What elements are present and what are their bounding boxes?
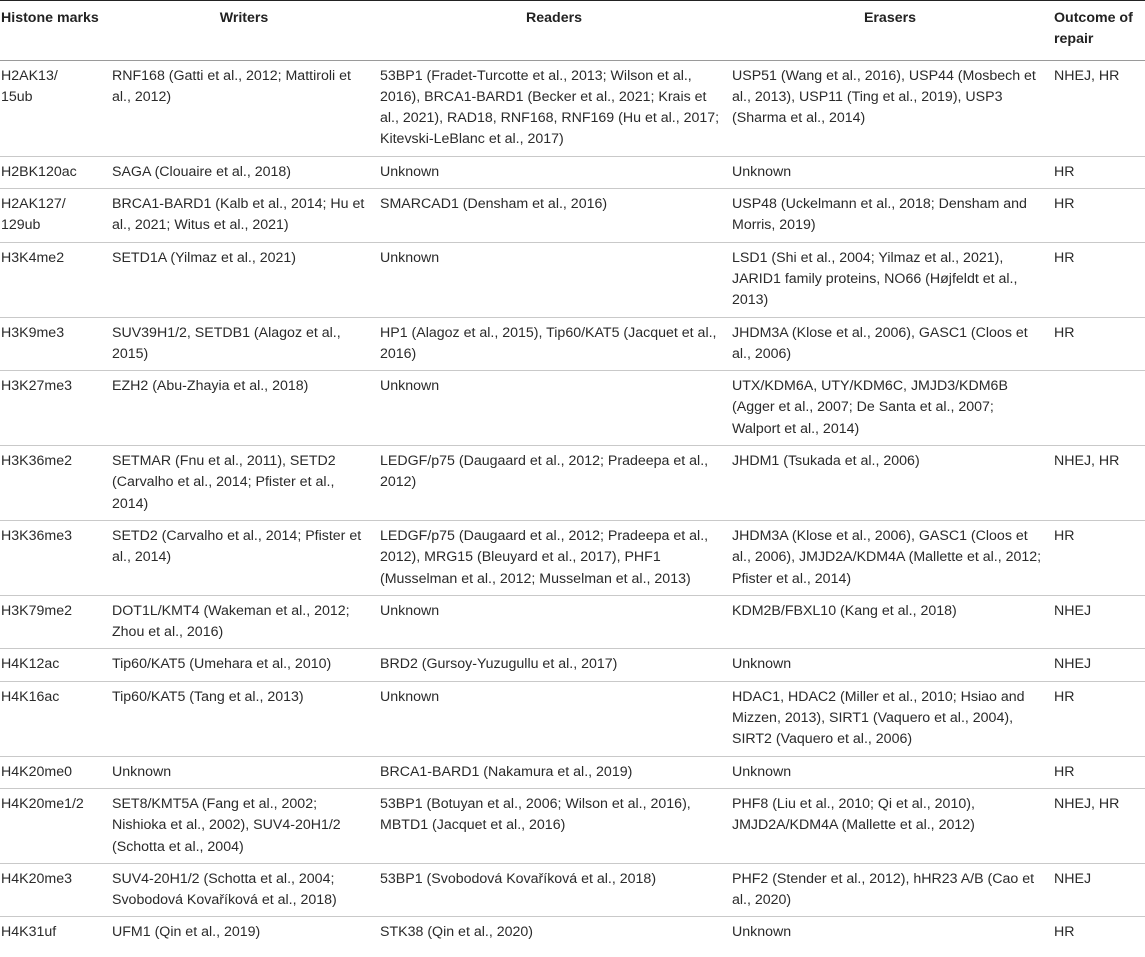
readers-cell: LEDGF/p75 (Daugaard et al., 2012; Pradeepa et al., 2012) bbox=[378, 446, 730, 521]
erasers-cell: Unknown bbox=[730, 649, 1050, 681]
table-row bbox=[0, 60, 1145, 156]
writers-cell: DOT1L/KMT4 (Wakeman et al., 2012; Zhou et al., 2016) bbox=[110, 595, 378, 649]
histone-mark-cell: H4K20me1/2 bbox=[0, 788, 110, 863]
table-row bbox=[0, 242, 1145, 317]
writers-cell: Tip60/KAT5 (Umehara et al., 2010) bbox=[110, 649, 378, 681]
writers-cell: EZH2 (Abu-Zhayia et al., 2018) bbox=[110, 371, 378, 446]
writers-cell: SUV39H1/2, SETDB1 (Alagoz et al., 2015) bbox=[110, 317, 378, 371]
readers-cell: 53BP1 (Svobodová Kovaříková et al., 2018) bbox=[378, 863, 730, 917]
table-row bbox=[0, 446, 1145, 521]
histone-mark-cell: H3K4me2 bbox=[0, 242, 110, 317]
histone-mark-cell: H4K20me0 bbox=[0, 756, 110, 788]
histone-mark-cell: H2BK120ac bbox=[0, 156, 110, 188]
writers-cell: SETD1A (Yilmaz et al., 2021) bbox=[110, 242, 378, 317]
histone-mark-cell: H2AK13/ 15ub bbox=[0, 60, 110, 156]
readers-cell: LEDGF/p75 (Daugaard et al., 2012; Pradeepa et al., 2012), MRG15 (Bleuyard et al., 2017), PHF1 (Musselman et al., 2012; Musselman et al., 2013) bbox=[378, 520, 730, 595]
erasers-cell: KDM2B/FBXL10 (Kang et al., 2018) bbox=[730, 595, 1050, 649]
table-row bbox=[0, 317, 1145, 371]
writers-cell: Unknown bbox=[110, 756, 378, 788]
histone-mark-cell: H2AK127/ 129ub bbox=[0, 189, 110, 243]
header-writers: Writers bbox=[110, 1, 378, 61]
outcome-cell: NHEJ bbox=[1050, 863, 1145, 917]
outcome-cell: HR bbox=[1050, 189, 1145, 243]
erasers-cell: JHDM3A (Klose et al., 2006), GASC1 (Cloos et al., 2006), JMJD2A/KDM4A (Mallette et al., 2012; Pfister et al., 2014) bbox=[730, 520, 1050, 595]
table-row bbox=[0, 595, 1145, 649]
writers-cell: RNF168 (Gatti et al., 2012; Mattiroli et al., 2012) bbox=[110, 60, 378, 156]
histone-mark-cell: H4K12ac bbox=[0, 649, 110, 681]
erasers-cell: PHF2 (Stender et al., 2012), hHR23 A/B (Cao et al., 2020) bbox=[730, 863, 1050, 917]
writers-cell: SETD2 (Carvalho et al., 2014; Pfister et al., 2014) bbox=[110, 520, 378, 595]
table-row bbox=[0, 917, 1145, 949]
table-row bbox=[0, 681, 1145, 756]
outcome-cell: NHEJ, HR bbox=[1050, 446, 1145, 521]
readers-cell: 53BP1 (Fradet-Turcotte et al., 2013; Wilson et al., 2016), BRCA1-BARD1 (Becker et al., 2021; Krais et al., 2021), RAD18, RNF168, RNF169 (Hu et al., 2017; Kitevski-LeBlanc et al., 2017) bbox=[378, 60, 730, 156]
outcome-cell: HR bbox=[1050, 317, 1145, 371]
readers-cell: HP1 (Alagoz et al., 2015), Tip60/KAT5 (Jacquet et al., 2016) bbox=[378, 317, 730, 371]
readers-cell: Unknown bbox=[378, 242, 730, 317]
header-outcome-of-repair: Outcome of repair bbox=[1050, 1, 1145, 61]
outcome-cell bbox=[1050, 371, 1145, 446]
readers-cell: BRCA1-BARD1 (Nakamura et al., 2019) bbox=[378, 756, 730, 788]
erasers-cell: LSD1 (Shi et al., 2004; Yilmaz et al., 2021), JARID1 family proteins, NO66 (Højfeldt et al., 2013) bbox=[730, 242, 1050, 317]
erasers-cell: JHDM1 (Tsukada et al., 2006) bbox=[730, 446, 1050, 521]
readers-cell: Unknown bbox=[378, 595, 730, 649]
header-row bbox=[0, 1, 1145, 61]
erasers-cell: Unknown bbox=[730, 156, 1050, 188]
erasers-cell: USP51 (Wang et al., 2016), USP44 (Mosbech et al., 2013), USP11 (Ting et al., 2019), USP3 (Sharma et al., 2014) bbox=[730, 60, 1050, 156]
outcome-cell: NHEJ, HR bbox=[1050, 788, 1145, 863]
outcome-cell: HR bbox=[1054, 924, 1075, 941]
histone-mark-cell: H3K27me3 bbox=[0, 371, 110, 446]
table-row bbox=[0, 189, 1145, 243]
readers-cell: STK38 (Qin et al., 2020) bbox=[380, 924, 533, 941]
readers-cell: Unknown bbox=[378, 156, 730, 188]
table-row bbox=[0, 788, 1145, 863]
table-row bbox=[0, 156, 1145, 188]
writers-cell: SAGA (Clouaire et al., 2018) bbox=[110, 156, 378, 188]
writers-cell: SETMAR (Fnu et al., 2011), SETD2 (Carvalho et al., 2014; Pfister et al., 2014) bbox=[110, 446, 378, 521]
header-erasers: Erasers bbox=[730, 1, 1050, 61]
table-row bbox=[0, 371, 1145, 446]
outcome-cell: HR bbox=[1050, 242, 1145, 317]
erasers-cell: JHDM3A (Klose et al., 2006), GASC1 (Cloos et al., 2006) bbox=[730, 317, 1050, 371]
erasers-cell: HDAC1, HDAC2 (Miller et al., 2010; Hsiao and Mizzen, 2013), SIRT1 (Vaquero et al., 2004), SIRT2 (Vaquero et al., 2006) bbox=[730, 681, 1050, 756]
outcome-cell: HR bbox=[1050, 520, 1145, 595]
histone-mark-cell: H3K79me2 bbox=[0, 595, 110, 649]
writers-cell: SUV4-20H1/2 (Schotta et al., 2004; Svobodová Kovaříková et al., 2018) bbox=[110, 863, 378, 917]
outcome-cell: NHEJ, HR bbox=[1050, 60, 1145, 156]
histone-mark-cell: H3K9me3 bbox=[0, 317, 110, 371]
table-body bbox=[0, 60, 1145, 949]
readers-cell: Unknown bbox=[378, 681, 730, 756]
outcome-cell: NHEJ bbox=[1050, 649, 1145, 681]
readers-cell: SMARCAD1 (Densham et al., 2016) bbox=[378, 189, 730, 243]
outcome-cell: HR bbox=[1050, 681, 1145, 756]
histone-mark-cell: H4K31uf bbox=[1, 924, 57, 941]
erasers-cell: USP48 (Uckelmann et al., 2018; Densham and Morris, 2019) bbox=[730, 189, 1050, 243]
histone-mark-cell: H4K20me3 bbox=[0, 863, 110, 917]
writers-cell: BRCA1-BARD1 (Kalb et al., 2014; Hu et al., 2021; Witus et al., 2021) bbox=[110, 189, 378, 243]
writers-cell: Tip60/KAT5 (Tang et al., 2013) bbox=[110, 681, 378, 756]
readers-cell: BRD2 (Gursoy-Yuzugullu et al., 2017) bbox=[378, 649, 730, 681]
writers-cell: SET8/KMT5A (Fang et al., 2002; Nishioka et al., 2002), SUV4-20H1/2 (Schotta et al., 2004) bbox=[110, 788, 378, 863]
table-row bbox=[0, 520, 1145, 595]
erasers-cell: PHF8 (Liu et al., 2010; Qi et al., 2010), JMJD2A/KDM4A (Mallette et al., 2012) bbox=[730, 788, 1050, 863]
outcome-cell: HR bbox=[1050, 156, 1145, 188]
erasers-cell: Unknown bbox=[732, 924, 792, 941]
table-row bbox=[0, 649, 1145, 681]
erasers-cell: Unknown bbox=[730, 756, 1050, 788]
outcome-cell: HR bbox=[1050, 756, 1145, 788]
header-histone-marks: Histone marks bbox=[0, 1, 110, 61]
header-readers: Readers bbox=[378, 1, 730, 61]
readers-cell: Unknown bbox=[378, 371, 730, 446]
outcome-cell: NHEJ bbox=[1050, 595, 1145, 649]
writers-cell: UFM1 (Qin et al., 2019) bbox=[112, 924, 261, 941]
table-row bbox=[0, 756, 1145, 788]
table-header bbox=[0, 1, 1145, 61]
histone-mark-cell: H3K36me2 bbox=[0, 446, 110, 521]
readers-cell: 53BP1 (Botuyan et al., 2006; Wilson et al., 2016), MBTD1 (Jacquet et al., 2016) bbox=[378, 788, 730, 863]
erasers-cell: UTX/KDM6A, UTY/KDM6C, JMJD3/KDM6B (Agger et al., 2007; De Santa et al., 2007; Walport et al., 2014) bbox=[730, 371, 1050, 446]
histone-mark-cell: H4K16ac bbox=[0, 681, 110, 756]
histone-mark-cell: H3K36me3 bbox=[0, 520, 110, 595]
table-row bbox=[0, 863, 1145, 917]
